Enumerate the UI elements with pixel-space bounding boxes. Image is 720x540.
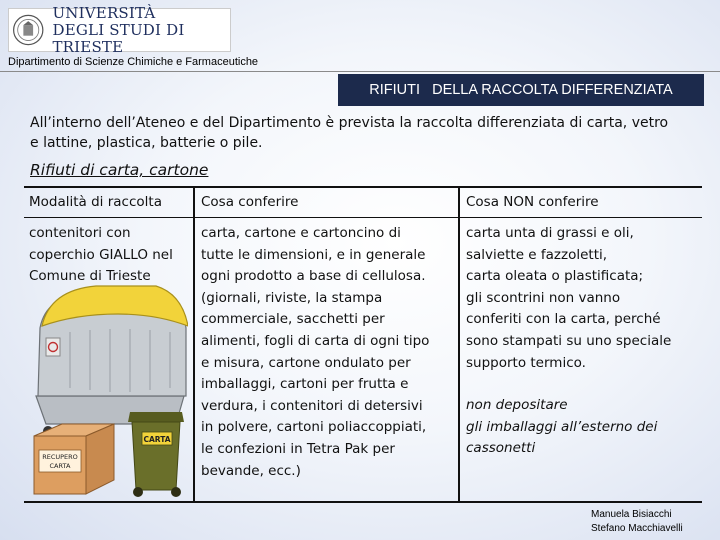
cell-line: commerciale, sacchetti per <box>201 311 385 328</box>
cell-line: (giornali, riviste, la stampa <box>201 289 383 306</box>
intro-paragraph <box>30 113 700 153</box>
cell-line: contenitori con <box>29 225 131 241</box>
note-line: cassonetti <box>466 440 536 457</box>
department-name: Dipartimento di Scienze Chimiche e Farmaceutiche <box>8 56 259 68</box>
cell-line: imballaggi, cartoni per frutta e <box>201 376 409 393</box>
cell-line: Comune di Trieste <box>29 268 151 285</box>
cell-line: carta oleata o plastificata; <box>466 268 644 285</box>
university-line-2: DEGLI STUDI DI TRIESTE <box>52 20 185 56</box>
cell-line: verdura, i contenitori di detersivi <box>201 397 423 414</box>
university-seal-icon <box>12 11 44 49</box>
bins-illustration <box>26 284 188 500</box>
cell-line: coperchio GIALLO nel <box>29 246 173 263</box>
cell-line: salviette e fazzoletti, <box>466 246 608 263</box>
box-label-line-2: CARTA <box>49 462 71 470</box>
column-what-not-to-dispose <box>461 188 702 501</box>
cell-line: in polvere, cartoni poliaccoppiati, <box>201 419 427 436</box>
cell-line: alimenti, fogli di carta di ogni tipo <box>201 332 430 349</box>
cell-line: bevande, ecc.) <box>201 462 301 479</box>
cell-line: tutte le dimensioni, e in generale <box>201 246 426 263</box>
cell-line: le confezioni in Tetra Pak per <box>201 440 395 457</box>
note-line: gli imballaggi all’esterno dei <box>466 418 658 435</box>
cell-note <box>466 395 657 460</box>
green-paper-bin-icon <box>128 412 184 497</box>
header-divider <box>0 71 720 72</box>
credits <box>591 508 683 536</box>
cell-what-not-to-dispose <box>466 223 671 374</box>
cell-line: ogni prodotto a base di cellulosa. <box>201 268 426 285</box>
cell-line: conferiti con la carta, perché <box>466 311 661 328</box>
cardboard-box-icon <box>34 424 114 494</box>
table-column-divider <box>193 188 195 501</box>
title-banner: RIFIUTI DELLA RACCOLTA DIFFERENZIATA <box>338 74 704 106</box>
cell-line: sono stampati su uno speciale <box>466 332 672 349</box>
note-line: non depositare <box>466 397 568 413</box>
box-label-line-1: RECUPERO <box>42 453 78 461</box>
intro-line: e lattine, plastica, batterie o pile. <box>30 135 263 151</box>
cell-collection-mode <box>29 223 173 288</box>
cell-line: gli scontrini non vanno <box>466 289 621 306</box>
university-name <box>52 5 230 56</box>
intro-line: All’interno dell’Ateneo e del Dipartimento è prevista la raccolta differenziata di carta, vetro <box>30 115 669 131</box>
header-what-to-dispose: Cosa conferire <box>201 194 299 210</box>
cell-line: carta, cartone e cartoncino di <box>201 225 401 241</box>
column-collection-mode <box>24 188 193 501</box>
university-logo <box>8 3 231 56</box>
cell-line: supporto termico. <box>466 354 586 371</box>
cell-line: carta unta di grassi e oli, <box>466 225 634 241</box>
column-what-to-dispose <box>196 188 458 501</box>
credit-name: Stefano Macchiavelli <box>591 523 683 534</box>
table-column-divider <box>458 188 460 501</box>
credit-name: Manuela Bisiacchi <box>591 509 672 520</box>
header-what-not-to-dispose: Cosa NON conferire <box>466 194 599 210</box>
header-collection-mode: Modalità di raccolta <box>29 194 162 210</box>
cell-what-to-dispose <box>201 223 429 482</box>
waste-table <box>24 186 702 503</box>
section-title: Rifiuti di carta, cartone <box>30 161 209 179</box>
university-line-1: UNIVERSITÀ <box>52 3 156 22</box>
bin-label: CARTA <box>143 435 171 444</box>
cell-line: e misura, cartone ondulato per <box>201 354 411 371</box>
